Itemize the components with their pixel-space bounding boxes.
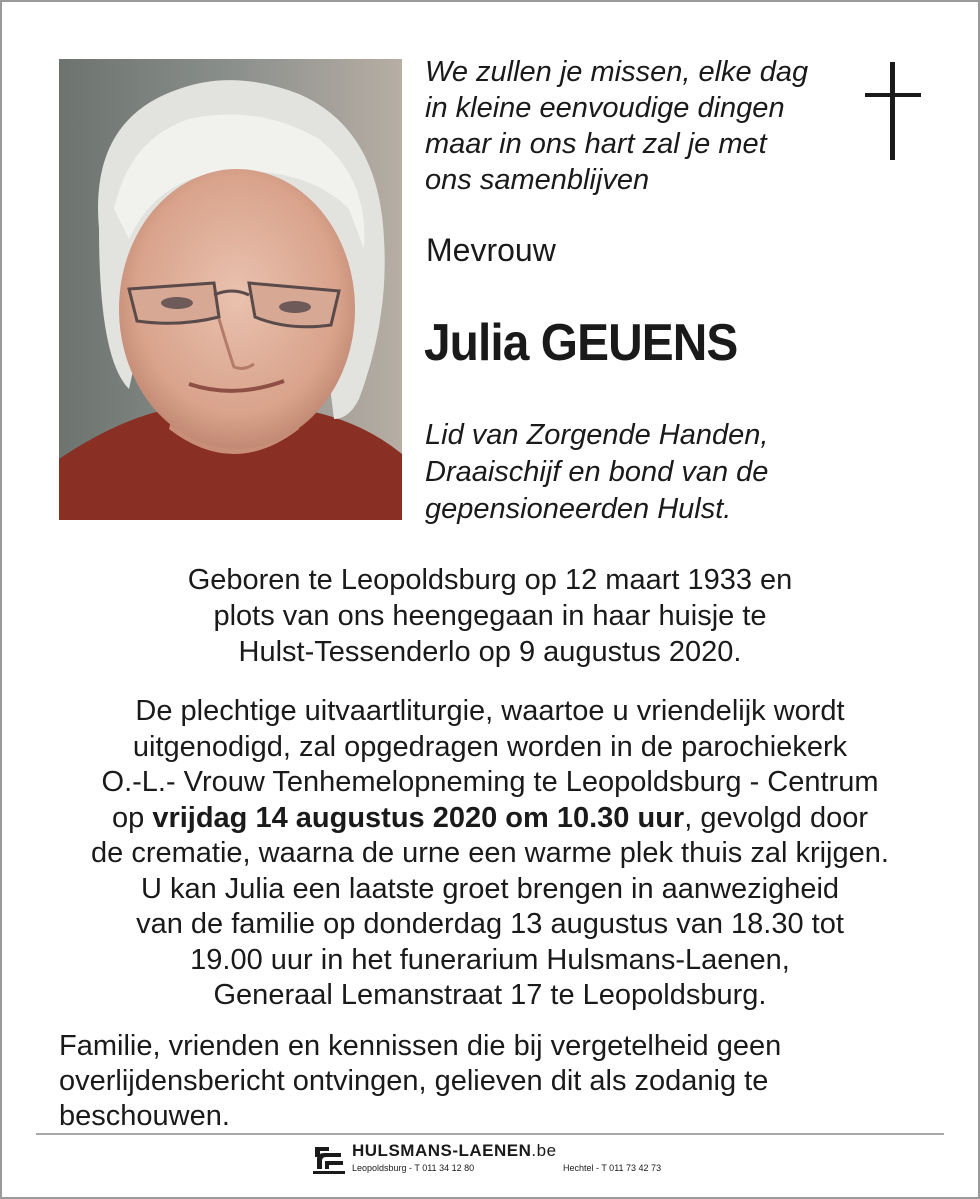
- funeral-paragraph: [40, 694, 940, 1014]
- paragraph-line: Hulst-Tessenderlo op 9 augustus 2020.: [238, 636, 742, 668]
- membership-line: gepensioneerden Hulst.: [425, 493, 732, 525]
- paragraph-line: 19.00 uur in het funerarium Hulsmans-Laenen,: [190, 943, 790, 976]
- paragraph-line: de crematie, waarna de urne een warme plek thuis zal krijgen.: [91, 837, 889, 869]
- deceased-name: Julia GEUENS: [424, 314, 738, 372]
- birth-death-paragraph: [40, 562, 940, 670]
- paragraph-line: De plechtige uitvaartliturgie, waartoe u vriendelijk wordt: [135, 695, 845, 727]
- poem-line: We zullen je missen, elke dag: [425, 56, 809, 88]
- paragraph-line: overlijdensbericht ontvingen, gelieven dit als zodanig te: [59, 1065, 769, 1097]
- notice-paragraph: [59, 1029, 939, 1134]
- address-hechtel: Hechtel - T 011 73 42 73: [563, 1163, 662, 1173]
- brand-tld: .be: [531, 1141, 557, 1160]
- paragraph-line: van de familie op donderdag 13 augustus van 18.30 tot: [136, 908, 844, 940]
- honorific-title: Mevrouw: [426, 232, 556, 268]
- date-suffix: , gevolgd door: [684, 801, 869, 834]
- paragraph-line: Generaal Lemanstraat 17 te Leopoldsburg.: [213, 979, 767, 1011]
- membership-line: Draaischijf en bond van de: [425, 456, 769, 488]
- brand-name: HULSMANS-LAENEN: [352, 1141, 532, 1160]
- portrait-photo: [59, 59, 402, 520]
- address-leopoldsburg: Leopoldsburg - T 011 34 12 80: [352, 1163, 475, 1173]
- paragraph-line: uitgenodigd, zal opgedragen worden in de parochiekerk: [132, 730, 848, 763]
- funeral-home-brand: [352, 1141, 557, 1161]
- funeral-home-logo-icon: [311, 1143, 347, 1175]
- paragraph-line: beschouwen.: [59, 1100, 230, 1132]
- funeral-home-footer: [311, 1140, 691, 1180]
- paragraph-line: Familie, vrienden en kennissen die bij vergetelheid geen: [59, 1030, 782, 1062]
- membership-text: [425, 417, 855, 528]
- poem-line: maar in ons hart zal je met: [425, 128, 767, 160]
- paragraph-line: Geboren te Leopoldsburg op 12 maart 1933 en: [187, 564, 793, 596]
- footer-divider: [36, 1133, 944, 1135]
- poem-line: ons samenblijven: [425, 164, 650, 196]
- paragraph-line: plots van ons heengegaan in haar huisje te: [213, 600, 767, 632]
- paragraph-line: [40, 801, 940, 837]
- date-prefix: op: [111, 801, 153, 834]
- memorial-poem: [425, 54, 855, 198]
- cross-icon: [862, 62, 924, 160]
- paragraph-line: O.-L.- Vrouw Tenhemelopneming te Leopoldsburg - Centrum: [101, 766, 879, 798]
- funeral-date: vrijdag 14 augustus 2020 om 10.30 uur: [152, 801, 685, 834]
- paragraph-line: U kan Julia een laatste groet brengen in aanwezigheid: [140, 872, 840, 905]
- poem-line: in kleine eenvoudige dingen: [425, 92, 785, 124]
- membership-line: Lid van Zorgende Handen,: [425, 419, 769, 451]
